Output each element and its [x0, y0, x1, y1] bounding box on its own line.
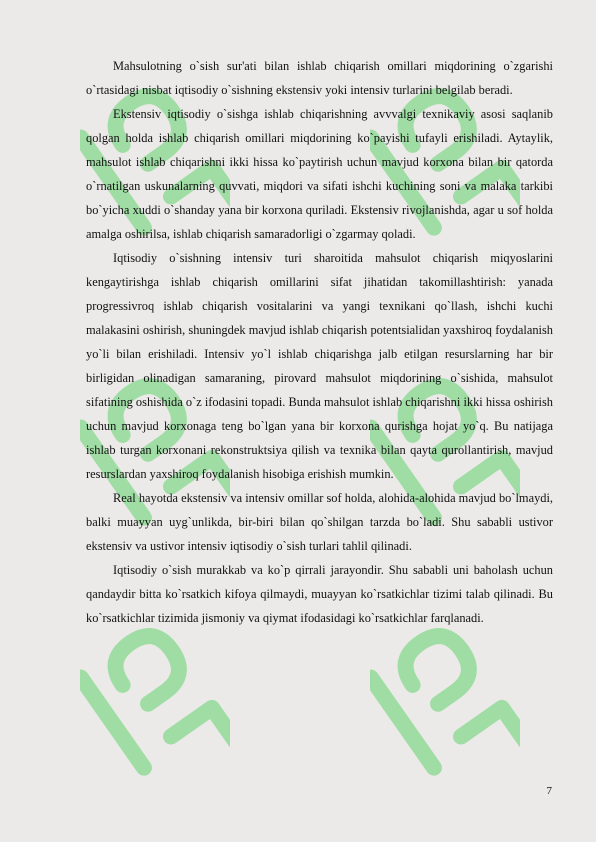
paragraph: Real hayotda ekstensiv va intensiv omillar sof holda, alohida-alohida mavjud bo`lmaydi, balki muayyan uyg`unlikda, bir-biri bilan qo`shilgan tarzda bo`ladi. Shu sababli ustivor ekstensiv va ustivor intensiv iqtisodiy o`sish turlari tahlil qilinadi.: [86, 491, 553, 553]
paragraph: Iqtisodiy o`sish murakkab va ko`p qirrali jarayondir. Shu sababli uni baholash uchun qandaydir bitta ko`rsatkich kifoya qilmaydi, muayyan ko`rsatkichlar tizimi talab qilinadi. Bu ko`rsatkichlar tizimida jismoniy va qiymat ifodasidagi ko`rsatkichlar farqlanadi.: [86, 563, 553, 625]
paragraph: Ekstensiv iqtisodiy o`sishga ishlab chiqarishning avvvalgi texnikaviy asosi saqlanib qolgan holda ishlab chiqarish omillari miqdorining ko`payishi tufayli erishiladi. Aytaylik, mahsulot ishlab chiqarishni ikki hissa ko`paytirish uchun mavjud korxona bilan bir qatorda o`rnatilgan uskunalarning quvvati, miqdori va sifati ishchi kuchining soni va malaka tarkibi bo`yicha xuddi o`shanday yana bir korxona quriladi. Ekstensiv rivojlanishda, agar u sof holda amalga oshirilsa, ishlab chiqarish samaradorligi o`zgarmay qoladi.: [86, 107, 553, 241]
paragraph: Iqtisodiy o`sishning intensiv turi sharoitida mahsulot chiqarish miqyoslarini kengaytirishga ishlab chiqarish omillarini sifat jihatidan takomillashtirish: yanada progressivroq ishlab chiqarish vositalarini va yangi texnikani qo`llash, ishchi kuchi malakasini oshirish, shuningdek mavjud ishlab chiqarish potentsialidan yaxshiroq foydalanish yo`li bilan erishiladi. Intensiv yo`l ishlab chiqarishga jalb etilgan resurslarning har bir birligidan olinadigan samaraning, pirovard mahsulot miqdorining o`sishida, mahsulot sifatining oshishida o`z ifodasini topadi. Bunda mahsulot ishlab chiqarishni ikki hissa oshirish uchun mavjud korxonaga teng bo`lgan yana bir korxona qurishga hojat yo`q. Bu natijaga ishlab turgan korxonani rekonstruktsiya qilish va texnika bilan qayta qurollantirish, mavjud resurslardan yaxshiroq foydalanish hisobiga erishish mumkin.: [86, 251, 553, 481]
watermark-logo-icon: [370, 600, 520, 810]
page-number: 7: [546, 785, 552, 797]
paragraph: Mahsulotning o`sish sur'ati bilan ishlab chiqarish omillari miqdorining o`zgarishi o`rtasidagi nisbat iqtisodiy o`sishning ekstensiv yoki intensiv turlarini belgilab beradi.: [86, 59, 553, 97]
watermark-logo-icon: [80, 600, 230, 810]
document-body: [86, 54, 553, 630]
